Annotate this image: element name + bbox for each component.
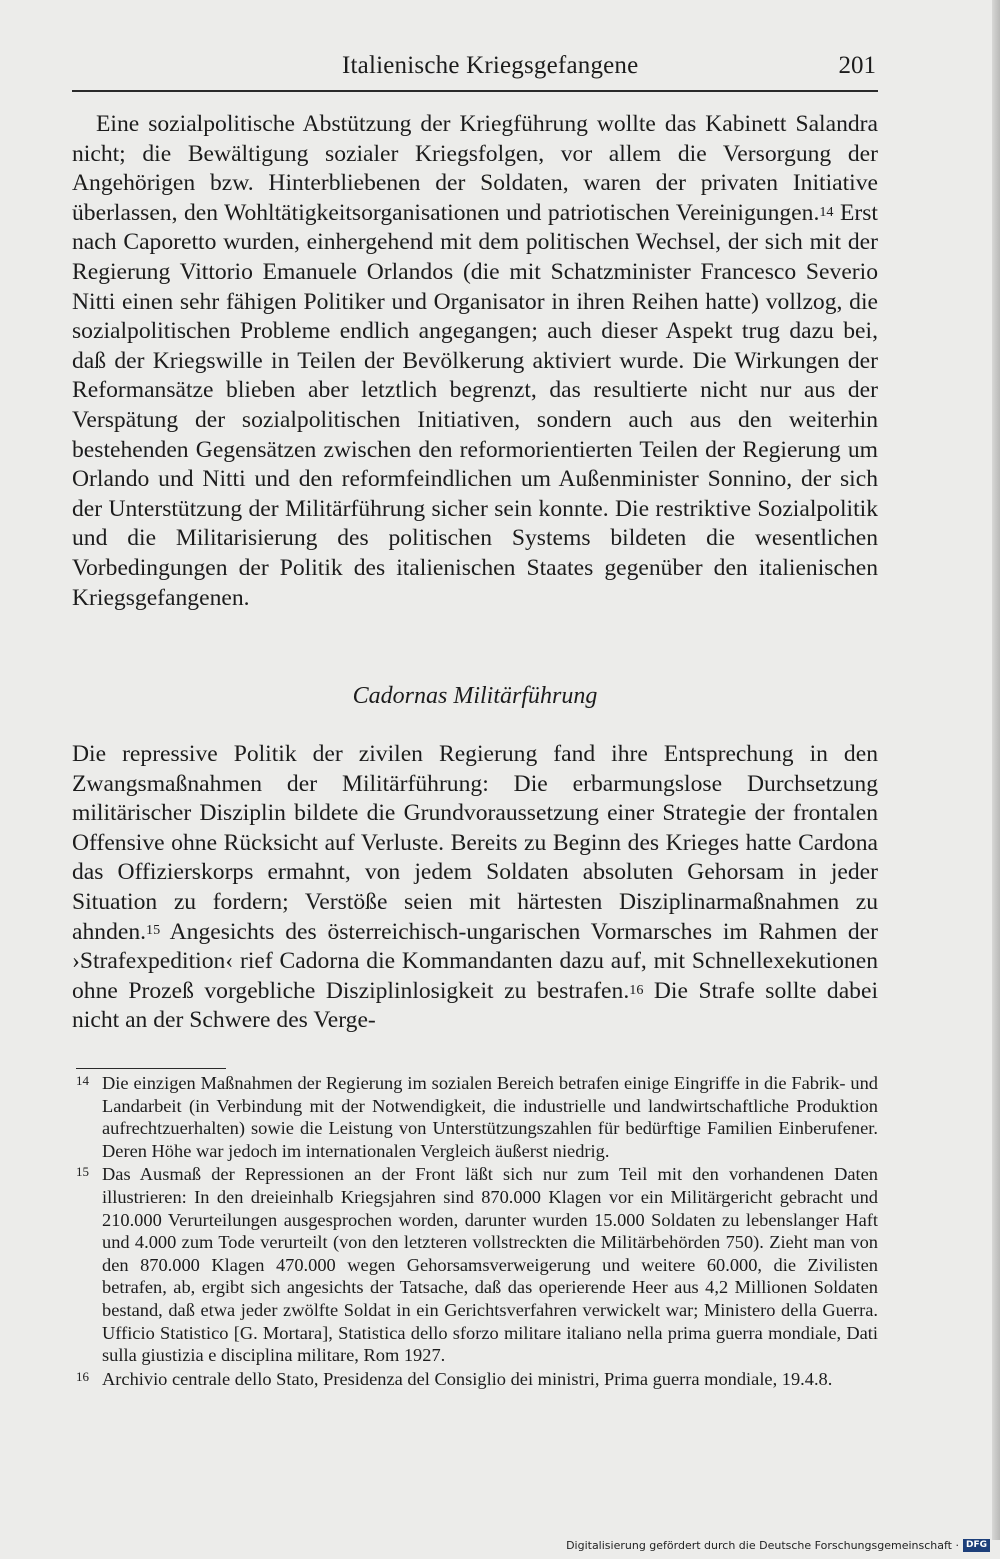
- footnote-mark: 15: [76, 1164, 89, 1180]
- footnote-ref-14[interactable]: 14: [819, 203, 834, 220]
- body-text-bottom: [72, 740, 878, 1036]
- running-header: [72, 44, 878, 92]
- running-title: Italienische Kriegsgefangene: [342, 52, 639, 79]
- page-number: 201: [838, 52, 876, 79]
- footnotes: [76, 1072, 878, 1391]
- footnote-text: Die einzigen Maßnahmen der Regierung im sozialen Bereich betrafen einige Eingriffe in die Fabrik- und Landarbeit (in Verbindung mit der Notwendigkeit, die industrielle und landwirtschaftliche Produktion aufrechtzuerhalten) sowie die Leistung von Unterstützungszahlen für bedürftige Familien Einberufener. Deren Höhe war jedoch im internationalen Vergleich äußerst niedrig.: [102, 1073, 878, 1161]
- footnote-15: [76, 1163, 878, 1366]
- section-heading: Cadornas Militärführung: [352, 683, 598, 709]
- credit-text: Digitalisierung gefördert durch die Deutsche Forschungsgemeinschaft ·: [566, 1539, 959, 1552]
- footnote-text: Das Ausmaß der Repressionen an der Front läßt sich nur zum Teil mit den vorhandenen Daten illustrieren: In den dreieinhalb Kriegsjahren sind 870.000 Klagen vor ein Militärgericht gebracht und 210.000 Verurteilungen ausgesprochen worden, darunter wurden 15.000 Soldaten zu lebenslanger Haft und 4.000 zum Tode verurteilt (von den letzteren vollstreckten die Militärbehörden 750). Zieht man von den 870.000 Klagen 470.000 wegen Gehorsamsverweigerung und weitere 60.000, die Zivilisten betrafen, ab, ergibt sich angesichts der Tatsache, daß das operierende Heer aus 4,2 Millionen Soldaten bestand, daß etwa jeder zwölfte Soldat in ein Gerichtsverfahren verwickelt war; Ministero della Guerra. Ufficio Statistico [G. Mortara], Statistica dello sforzo militare italiano nella prima guerra mondiale, Dati sulla giustizia e disciplina militare, Rom 1927.: [102, 1164, 878, 1366]
- footnote-14: [76, 1072, 878, 1162]
- paragraph-1: Eine sozialpolitische Abstützung der Kriegführung wollte das Kabinett Salandra nicht; die Bewältigung sozialer Kriegsfolgen, vor allem die Versorgung der Angehörigen bzw. Hinterbliebenen der Soldaten, waren der privaten Initiative überlassen, den Wohltätigkeitsorganisationen und patriotischen Vereinigungen.$^{14}$ Erst nach Caporetto wurden, einhergehend mit dem politischen Wechsel, der sich mit der Regierung Vittorio Emanuele Orlandos (die mit Schatzminister Francesco Severio Nitti einen sehr fähigen Politiker und Organisator in ihren Reihen hatte) vollzog, die sozialpolitischen Probleme endlich angegangen; auch dieser Aspekt trug dazu bei, daß der Kriegswille in Teilen der Bevölkerung aktiviert wurde. Die Wirkungen der Reformansätze blieben aber letztlich begrenzt, das resultierte nicht nur aus der Verspätung der sozialpolitischen Initiativen, sondern auch aus den weiterhin bestehenden Gegensätzen zwischen den reformorientierten Teilen der Regierung um Orlando und Nitti und den reformfeindlichen um Außenminister Sonnino, der sich der Unterstützung der Militärführung sicher sein konnte. Die restriktive Sozialpolitik und die Militarisierung des politischen Systems bildeten die wesentlichen Vorbedingungen der Politik des italienischen Staates gegenüber den italienischen Kriegsgefangenen.: [72, 111, 878, 611]
- footnote-divider: [76, 1068, 226, 1069]
- body-text-top: [72, 110, 878, 613]
- footnote-ref-15[interactable]: 15: [146, 922, 161, 939]
- footnote-16: [76, 1368, 878, 1391]
- footnote-text: Archivio centrale dello Stato, Presidenza del Consiglio dei ministri, Prima guerra mondiale, 19.4.8.: [102, 1368, 833, 1389]
- footnote-mark: 14: [76, 1073, 89, 1088]
- page-edge-shadow: [992, 0, 1000, 1540]
- digitization-credit: [566, 1539, 990, 1552]
- footnote-ref-16[interactable]: 16: [629, 981, 644, 998]
- footnote-mark: 16: [76, 1368, 89, 1384]
- paragraph-2: Die repressive Politik der zivilen Regierung fand ihre Entsprechung in den Zwangsmaßnahmen der Militärführung: Die erbarmungslose Durchsetzung militärischer Disziplin bildete die Grundvoraussetzung einer Strategie der frontalen Offensive ohne Rücksicht auf Verluste. Bereits zu Beginn des Krieges hatte Cardona das Offizierskorps ermahnt, von jedem Soldaten absoluten Gehorsam in jeder Situation zu fordern; Verstöße seien mit härtesten Disziplinarmaßnahmen zu ahnden.$^{15}$ Angesichts des österreichisch-ungarischen Vormarsches im Rahmen der ›Strafexpedition‹ rief Cadorna die Kommandanten dazu auf, mit Schnellexekutionen ohne Prozeß vorgebliche Disziplinlosigkeit zu bestrafen.$^{16}$ Die Strafe sollte dabei nicht an der Schwere des Verge-: [72, 741, 879, 1034]
- dfg-logo-icon: DFG: [963, 1539, 990, 1552]
